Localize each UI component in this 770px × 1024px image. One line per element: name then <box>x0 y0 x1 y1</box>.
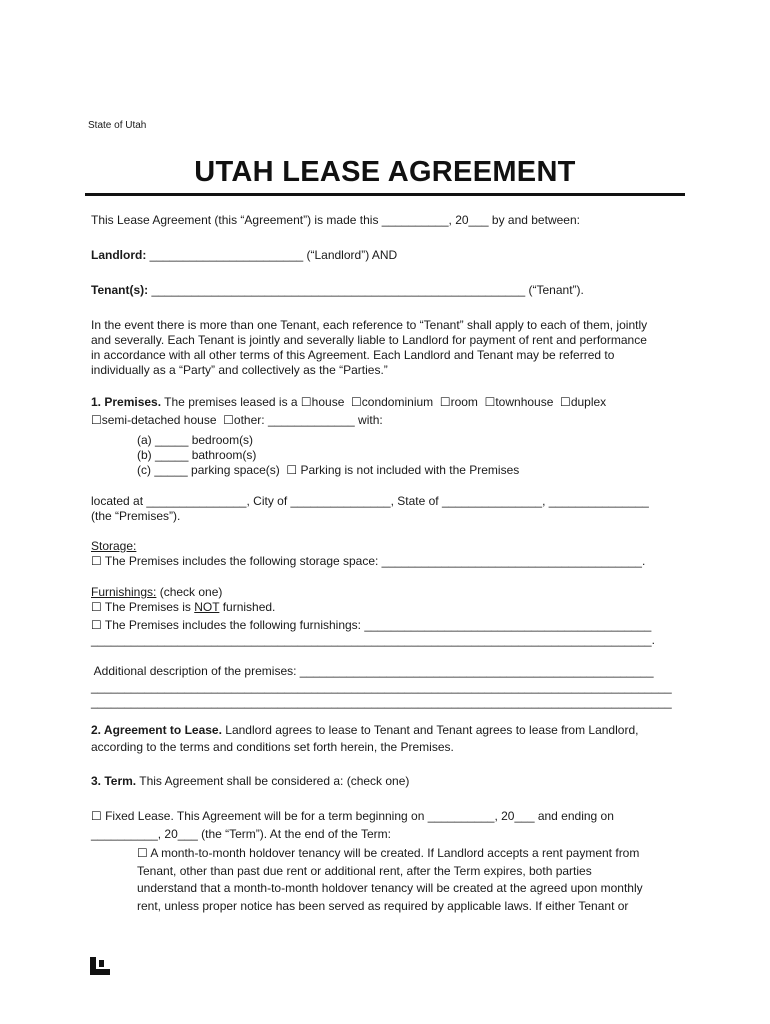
furnishings-continuation: ____________________________________________________________________________________. <box>91 633 655 647</box>
holdover-line-4: rent, unless proper notice has been served as required by applicable laws. If either Tenant or <box>137 899 629 913</box>
multi-tenant-line-4: individually as a “Party” and collectively as the “Parties.” <box>91 363 388 377</box>
premises-location: located at _______________, City of _______________, State of _______________, _______________ <box>91 494 649 508</box>
premises-item-parking[interactable]: (c) _____ parking space(s) ☐ Parking is not included with the Premises <box>137 463 520 477</box>
additional-line-3: _______________________________________________________________________________________ <box>91 695 672 709</box>
furnishings-heading: Furnishings: (check one) <box>91 585 223 599</box>
premises-heading: 1. Premises. <box>91 395 162 409</box>
multi-tenant-line-3: in accordance with all other terms of this Agreement. Each Landlord and Tenant may be referred to <box>91 348 615 362</box>
landlord-line <box>91 248 397 263</box>
intro-line: This Lease Agreement (this “Agreement”) is made this __________, 20___ by and between: <box>91 213 580 227</box>
term-heading: 3. Term. <box>91 774 137 788</box>
fixed-lease-line-2: __________, 20___ (the “Term”). At the end of the Term: <box>91 827 391 841</box>
multi-tenant-line-1: In the event there is more than one Tenant, each reference to “Tenant” shall apply to each of them, jointly <box>91 318 648 332</box>
storage-checkbox-line[interactable]: ☐ The Premises includes the following storage space: _______________________________________. <box>91 554 646 568</box>
state-label: State of Utah <box>88 120 147 131</box>
additional-line-2: _______________________________________________________________________________________ <box>91 680 672 694</box>
tenant-label: Tenant(s): <box>91 283 149 297</box>
landlord-blank: _______________________ (“Landlord”) AND <box>146 248 398 262</box>
tenant-blank: ________________________________________________________ (“Tenant”). <box>148 283 584 297</box>
lawdistrict-logo-icon <box>90 957 110 975</box>
tenant-line <box>91 283 584 298</box>
fixed-lease-option[interactable]: ☐ Fixed Lease. This Agreement will be for a term beginning on __________, 20___ and ending on <box>91 809 614 823</box>
premises-type-options[interactable]: The premises leased is a ☐house ☐condominium ☐room ☐townhouse ☐duplex <box>161 395 607 409</box>
premises-item-bedrooms: (a) _____ bedroom(s) <box>137 433 254 447</box>
title-rule <box>85 193 685 196</box>
holdover-option[interactable]: ☐ A month-to-month holdover tenancy will be created. If Landlord accepts a rent payment from <box>137 846 640 860</box>
document-title: UTAH LEASE AGREEMENT <box>194 156 576 188</box>
premises-line-1 <box>91 395 606 410</box>
landlord-label: Landlord: <box>91 248 147 262</box>
agreement-line-1: 2. Agreement to Lease. Landlord agrees to lease to Tenant and Tenant agrees to lease from Landlord, <box>91 723 639 737</box>
multi-tenant-line-2: and severally. Each Tenant is jointly and severally liable to Landlord for payment of rent and performance <box>91 333 647 347</box>
term-line: 3. Term. This Agreement shall be considered a: (check one) <box>91 774 410 788</box>
premises-line-2[interactable]: ☐semi-detached house ☐other: _____________ with: <box>91 413 383 427</box>
premises-item-bathrooms: (b) _____ bathroom(s) <box>137 448 257 462</box>
agreement-heading: 2. Agreement to Lease. <box>91 723 222 737</box>
furnishings-option-unfurnished[interactable]: ☐ The Premises is NOT furnished. <box>91 600 276 614</box>
agreement-line-2: according to the terms and conditions set forth herein, the Premises. <box>91 740 454 754</box>
storage-heading: Storage: <box>91 539 137 553</box>
premises-definition: (the “Premises”). <box>91 509 181 523</box>
additional-description: Additional description of the premises: _____________________________________________________ <box>91 664 654 678</box>
holdover-line-3: understand that a month-to-month holdover tenancy will be created at the agreed upon monthly <box>137 881 643 895</box>
furnishings-option-furnished[interactable]: ☐ The Premises includes the following furnishings: ___________________________________________ <box>91 618 652 632</box>
holdover-line-2: Tenant, other than past due rent or additional rent, after the Term expires, both parties <box>137 864 592 878</box>
